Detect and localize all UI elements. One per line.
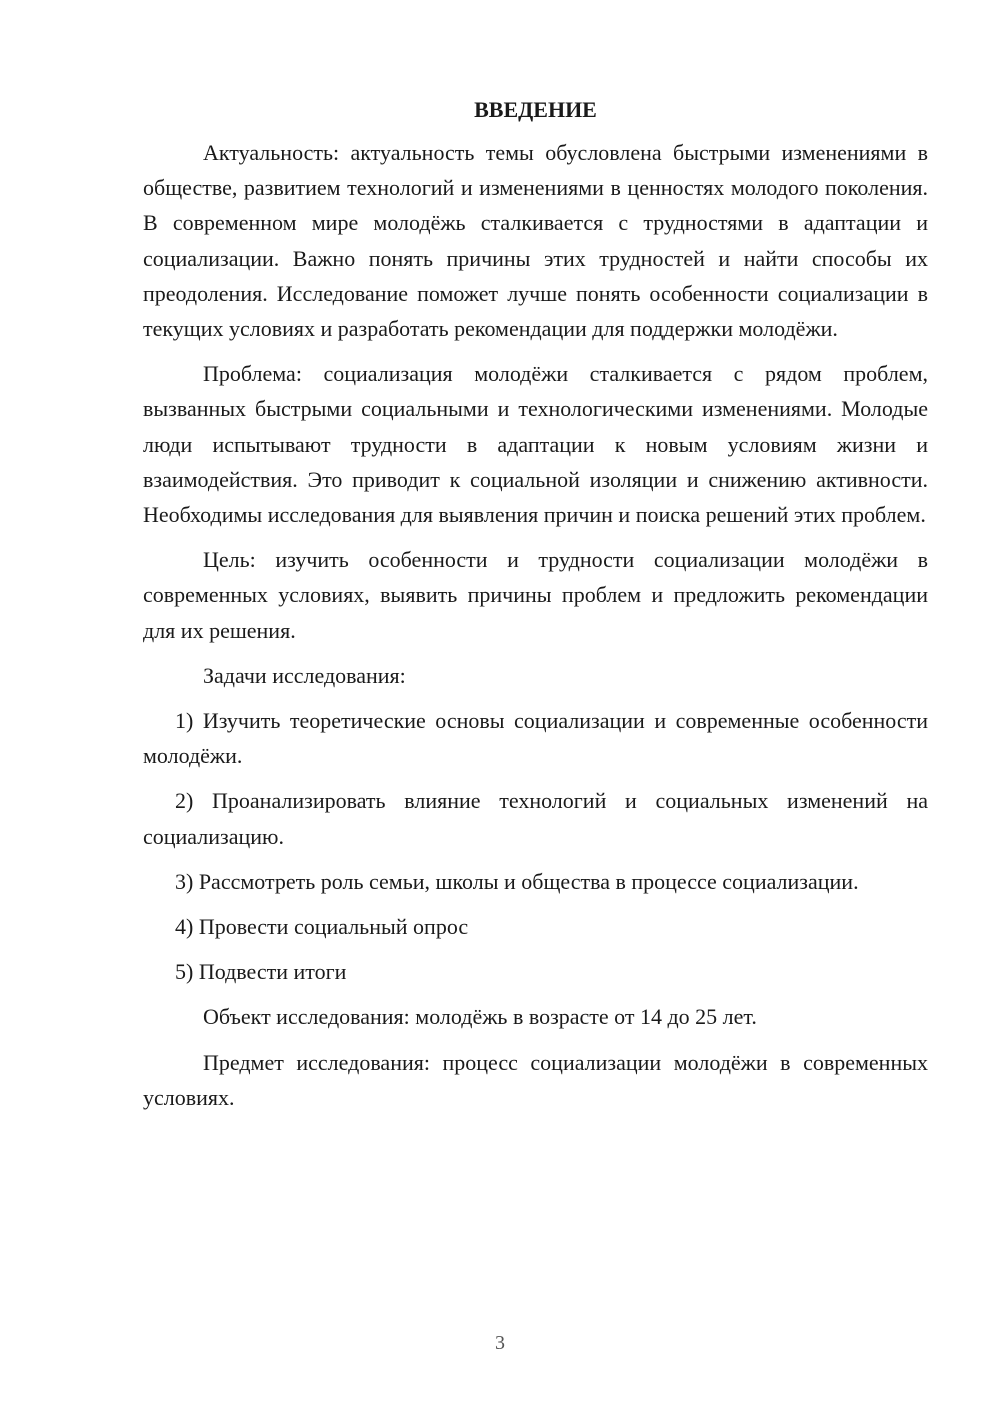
task-item: 4) Провести социальный опрос xyxy=(175,914,469,940)
paragraph-problem: Проблема: социализация молодёжи сталкивается с рядом проблем, вызванных быстрыми социальными и технологическими изменениями. Молодые люди испытывают трудности в адаптации к новым условиям жизни и взаимодействия. Это приводит к социальной изоляции и снижению активности. Необходимы исследования для выявления причин и поиска решений этих проблем. xyxy=(143,361,928,528)
task-item: 5) Подвести итоги xyxy=(175,959,347,985)
document-page xyxy=(143,92,928,1125)
paragraph-subject: Предмет исследования: процесс социализации молодёжи в современных условиях. xyxy=(143,1049,928,1110)
task-item: 3) Рассмотреть роль семьи, школы и общества в процессе социализации. xyxy=(175,868,859,894)
task-item: 1) Изучить теоретические основы социализации и современные особенности молодёжи. xyxy=(143,708,928,769)
paragraph-object: Объект исследования: молодёжь в возрасте от 14 до 25 лет. xyxy=(203,1004,757,1030)
task-item: 2) Проанализировать влияние технологий и социальных изменений на социализацию. xyxy=(143,788,928,849)
section-heading: ВВЕДЕНИЕ xyxy=(474,97,597,122)
page-number: 3 xyxy=(495,1332,505,1354)
paragraph-goal: Цель: изучить особенности и трудности социализации молодёжи в современных условиях, выявить причины проблем и предложить рекомендации для их решения. xyxy=(143,547,928,643)
paragraph-tasks-title: Задачи исследования: xyxy=(203,662,406,688)
paragraph-relevance: Актуальность: актуальность темы обусловлена быстрыми изменениями в обществе, развитием технологий и изменениями в ценностях молодого поколения. В современном мире молодёжь сталкивается с трудностями в адаптации и социализации. Важно понять причины этих трудностей и найти способы их преодоления. Исследование поможет лучше понять особенности социализации в текущих условиях и разработать рекомендации для поддержки молодёжи. xyxy=(143,140,928,342)
